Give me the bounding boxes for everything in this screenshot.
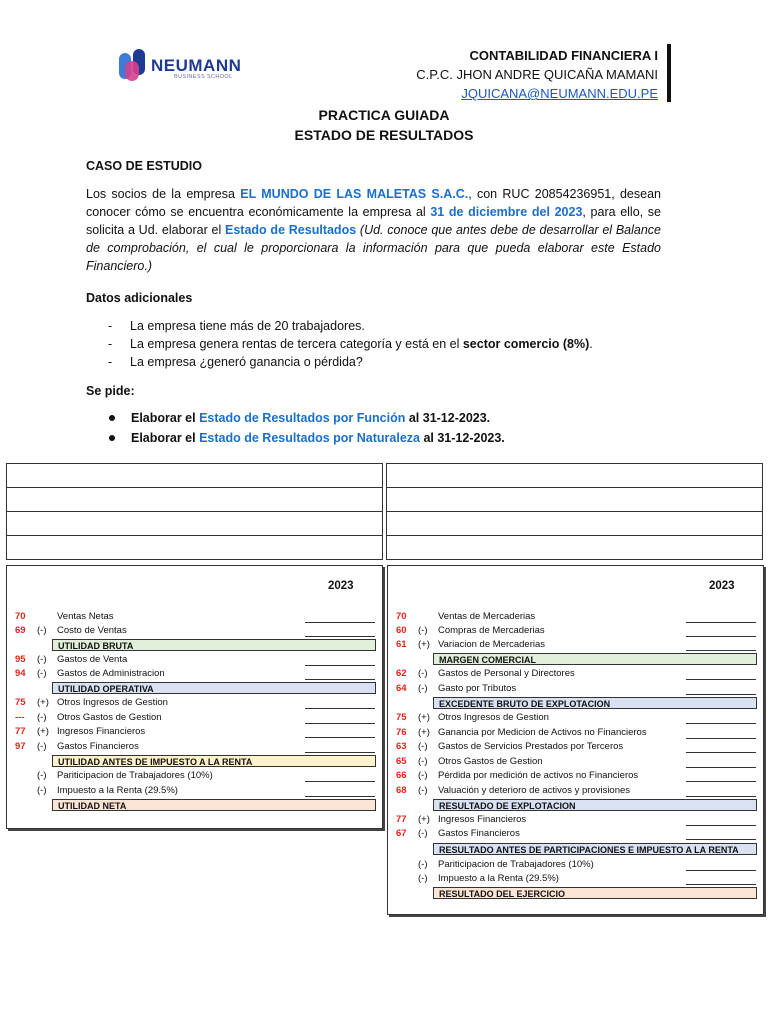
list-item: - La empresa genera rentas de tercera categoría y está en el sector comercio (8%). [108, 335, 593, 353]
statement-row: 64 (-) Gasto por Tributos [396, 682, 758, 696]
statement-row: 68 (-) Valuación y deterioro de activos y provisiones [396, 784, 758, 798]
statement-row: 75 (+) Otros Ingresos de Gestion [396, 711, 758, 725]
total-profit-before-tax: UTILIDAD ANTES DE IMPUESTO A LA RENTA [52, 755, 376, 767]
statement-row: 75 (+) Otros Ingresos de Gestion [15, 696, 377, 710]
logo-tagline: BUSINESS SCHOOL [174, 74, 233, 80]
income-statement-by-function [6, 565, 383, 829]
empty-table-right [386, 463, 763, 560]
list-item: - La empresa ¿generó ganancia o pérdida? [108, 353, 593, 371]
year-header: 2023 [709, 580, 735, 592]
total-operating-result: RESULTADO DE EXPLOTACION [433, 799, 757, 811]
statement-row: 77 (+) Ingresos Financieros [15, 725, 377, 739]
statement-row: 61 (+) Variacion de Mercaderias [396, 638, 758, 652]
page-title: PRACTICA GUIADA [318, 107, 450, 123]
total-result-before-participation-and-tax: RESULTADO ANTES DE PARTICIPACIONES E IMPUESTO A LA RENTA [433, 843, 757, 855]
income-statement-by-nature [387, 565, 764, 915]
list-item: Elaborar el Estado de Resultados por Naturaleza al 31-12-2023. [108, 428, 505, 448]
neumann-logo-icon [118, 47, 148, 85]
statement-row: 65 (-) Otros Gastos de Gestion [396, 755, 758, 769]
statement-row: (-) Pariticipacion de Trabajadores (10%) [15, 769, 377, 783]
statement-row: 69 (-) Costo de Ventas [15, 624, 377, 638]
company-name: EL MUNDO DE LAS MALETAS S.A.C. [240, 187, 469, 201]
statement-row: 63 (-) Gastos de Servicios Prestados por Terceros [396, 740, 758, 754]
statement-row: 97 (-) Gastos Financieros [15, 740, 377, 754]
statement-row: (-) Pariticipacion de Trabajadores (10%) [396, 858, 758, 872]
statement-row: (-) Impuesto a la Renta (29.5%) [396, 872, 758, 886]
header-vertical-bar [667, 44, 671, 102]
statement-row: 66 (-) Pérdida por medición de activos no Financieros [396, 769, 758, 783]
list-item: - La empresa tiene más de 20 trabajadores. [108, 317, 593, 335]
statement-row: 70 Ventas de Mercaderias [396, 610, 758, 624]
requirements-list [108, 408, 505, 448]
statement-row: (-) Impuesto a la Renta (29.5%) [15, 784, 377, 798]
list-item: Elaborar el Estado de Resultados por Función al 31-12-2023. [108, 408, 505, 428]
statement-row: 60 (-) Compras de Mercaderias [396, 624, 758, 638]
total-net-profit: UTILIDAD NETA [52, 799, 376, 811]
total-result-of-year: RESULTADO DEL EJERCICIO [433, 887, 757, 899]
statement-row: 70 Ventas Netas [15, 610, 377, 624]
year-header: 2023 [328, 580, 354, 592]
professor-name: C.P.C. JHON ANDRE QUICAÑA MAMANI [416, 67, 658, 82]
logo-name: NEUMANN [151, 56, 242, 75]
statement-row: 62 (-) Gastos de Personal y Directores [396, 667, 758, 681]
case-paragraph: Los socios de la empresa EL MUNDO DE LAS MALETAS S.A.C., con RUC 20854236951, desean conocer cómo se encuentra económicamente la empresa al 31 de diciembre del 2023, para ello, se solicita a Ud. elaborar el Estado de Resultados (Ud. conoce que antes debe de desarrollar el Balance de comprobación, el cual le proporcionara la información para que pueda elaborar este Estado Financiero.) [86, 187, 661, 273]
statement-row: 94 (-) Gastos de Administracion [15, 667, 377, 681]
statement-row: 77 (+) Ingresos Financieros [396, 813, 758, 827]
case-heading: CASO DE ESTUDIO [86, 159, 202, 173]
case-note: (Ud. conoce que antes debe de desarrollar el Balance de comprobación, el cual le proporcionara la información para que pueda elaborar este Estado Financiero.) [86, 223, 661, 273]
statement-row: 95 (-) Gastos de Venta [15, 653, 377, 667]
professor-email-link[interactable]: JQUICANA@NEUMANN.EDU.PE [461, 86, 658, 101]
total-gross-profit: UTILIDAD BRUTA [52, 639, 376, 651]
total-gross-operating-surplus: EXCEDENTE BRUTO DE EXPLOTACION [433, 697, 757, 709]
page-subtitle: ESTADO DE RESULTADOS [294, 127, 474, 143]
total-commercial-margin: MARGEN COMERCIAL [433, 653, 757, 665]
additional-data-heading: Datos adicionales [86, 291, 193, 305]
statement-row: 76 (+) Ganancia por Medicion de Activos no Financieros [396, 726, 758, 740]
requirements-heading: Se pide: [86, 384, 135, 398]
course-name: CONTABILIDAD FINANCIERA I [469, 48, 658, 63]
empty-table-left [6, 463, 383, 560]
statement-name: Estado de Resultados [225, 223, 357, 237]
statement-row: 67 (-) Gastos Financieros [396, 827, 758, 841]
total-operating-profit: UTILIDAD OPERATIVA [52, 682, 376, 694]
additional-data-list [108, 317, 593, 371]
case-date: 31 de diciembre del 2023 [430, 205, 583, 219]
neumann-logo [118, 46, 258, 86]
statement-row: --- (-) Otros Gastos de Gestion [15, 711, 377, 725]
